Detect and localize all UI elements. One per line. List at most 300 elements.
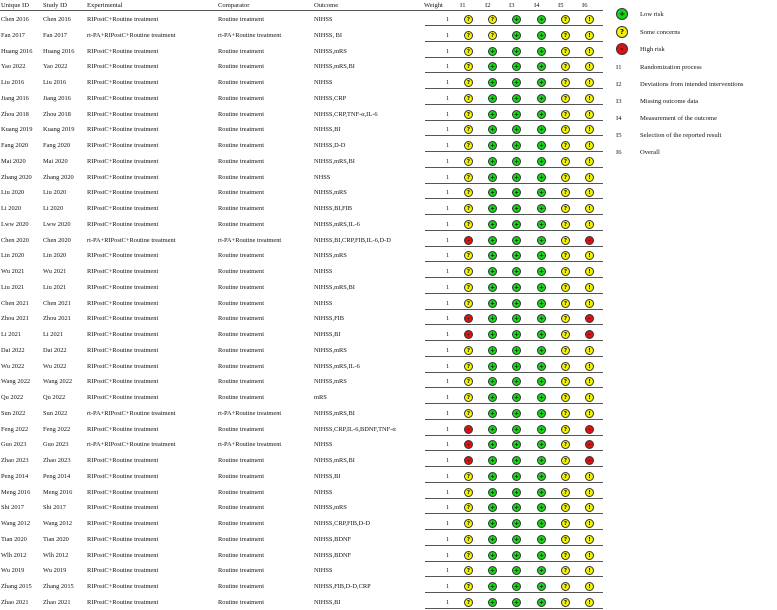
row-experimental: RIPostC+Routine treatment <box>87 551 159 559</box>
row-unique-id: Qu 2022 <box>1 394 24 401</box>
judgement-overall-some-icon: ! <box>585 566 594 575</box>
row-comparator: Routine treatment <box>218 535 264 543</box>
judgement-overall-some-icon: ! <box>585 204 594 213</box>
weight-rule <box>425 561 603 562</box>
row-comparator: Routine treatment <box>218 551 264 559</box>
judgement-some-icon: ? <box>464 551 473 560</box>
row-unique-id: Liu 2021 <box>1 283 25 291</box>
row-study-id: Fan 2017 <box>43 31 67 39</box>
judgement-low-icon: + <box>537 330 546 339</box>
judgement-low-icon: + <box>512 488 521 497</box>
row-comparator: Routine treatment <box>218 488 264 496</box>
row-outcome: NIHSS,mRS <box>314 346 347 354</box>
judgement-some-icon: ? <box>561 503 570 512</box>
judgement-some-icon: ? <box>464 141 473 150</box>
judgement-overall-some-icon: ! <box>585 47 594 56</box>
row-outcome: NIHSS,mRS,BI <box>314 409 355 417</box>
judgement-low-icon: + <box>512 220 521 229</box>
header-domain-i4: I4 <box>534 2 540 9</box>
weight-rule <box>425 277 603 278</box>
judgement-some-icon: ? <box>464 283 473 292</box>
row-outcome: NIHSS,BI <box>314 472 341 480</box>
judgement-low-icon: + <box>512 362 521 371</box>
row-study-id: Shi 2017 <box>43 504 66 512</box>
judgement-low-icon: + <box>488 299 497 308</box>
judgement-low-icon: + <box>488 62 497 71</box>
judgement-some-icon: ? <box>561 110 570 119</box>
judgement-some-icon: ? <box>561 346 570 355</box>
row-comparator: Routine treatment <box>218 283 264 291</box>
legend-code-i6: I6 <box>616 149 622 156</box>
judgement-high-icon: - <box>585 330 594 339</box>
weight-rule <box>425 104 603 105</box>
row-unique-id: Jiang 2016 <box>1 94 29 102</box>
header-domain-i3: I3 <box>509 2 515 9</box>
legend-label-i1: Randomization process <box>640 64 702 71</box>
judgement-low-icon: + <box>488 157 497 166</box>
weight-rule <box>425 545 603 546</box>
row-weight: 1 <box>446 425 450 433</box>
judgement-low-icon: + <box>512 251 521 260</box>
row-outcome: NIHSS <box>314 567 333 575</box>
judgement-some-icon: ? <box>561 141 570 150</box>
weight-rule <box>425 293 603 294</box>
judgement-low-icon: + <box>512 94 521 103</box>
weight-rule <box>425 513 603 514</box>
row-study-id: Zhou 2021 <box>43 315 71 323</box>
judgement-low-icon: + <box>537 188 546 197</box>
row-weight: 1 <box>446 31 450 39</box>
judgement-low-icon: + <box>512 535 521 544</box>
row-weight: 1 <box>446 457 450 464</box>
judgement-some-icon: ? <box>464 251 473 260</box>
row-unique-id: Meng 2016 <box>1 488 31 496</box>
row-study-id: Fang 2020 <box>43 142 71 149</box>
judgement-some-icon: ? <box>561 456 570 465</box>
judgement-low-icon: + <box>512 456 521 465</box>
judgement-overall-some-icon: ! <box>585 346 594 355</box>
judgement-overall-some-icon: ! <box>585 393 594 402</box>
row-outcome: NIHSS <box>314 79 333 86</box>
row-comparator: Routine treatment <box>218 598 264 606</box>
judgement-low-icon: + <box>488 456 497 465</box>
judgement-low-icon: + <box>512 551 521 560</box>
legend-label-i4: Measurement of the outcome <box>640 115 718 122</box>
header-study-id: Study ID <box>43 2 67 9</box>
judgement-some-icon: ? <box>464 110 473 119</box>
row-outcome: NIHSS,mRS,BI <box>314 157 355 165</box>
judgement-some-icon: ? <box>561 551 570 560</box>
row-outcome: NIHSS,FIB <box>314 315 345 323</box>
judgement-some-icon: ? <box>561 519 570 528</box>
judgement-high-icon: - <box>464 456 473 465</box>
judgement-overall-some-icon: ! <box>585 409 594 418</box>
judgement-low-icon: + <box>537 582 546 591</box>
row-weight: 1 <box>446 378 450 386</box>
row-weight: 1 <box>446 598 450 606</box>
row-weight: 1 <box>446 142 450 149</box>
weight-rule <box>425 450 603 451</box>
row-study-id: Li 2020 <box>43 205 64 212</box>
row-study-id: Wang 2022 <box>43 378 73 386</box>
weight-rule <box>425 387 603 388</box>
row-study-id: Kuang 2019 <box>43 126 75 134</box>
judgement-low-icon: + <box>488 519 497 528</box>
judgement-high-icon: - <box>464 236 473 245</box>
row-study-id: Chen 2021 <box>43 299 71 307</box>
legend-low-label: Low risk <box>640 11 664 18</box>
judgement-low-icon: + <box>537 551 546 560</box>
row-study-id: Wu 2019 <box>43 567 67 575</box>
judgement-low-icon: + <box>537 503 546 512</box>
judgement-some-icon: ? <box>561 598 570 607</box>
judgement-low-icon: + <box>512 236 521 245</box>
row-study-id: Chen 2016 <box>43 16 71 23</box>
judgement-low-icon: + <box>512 409 521 418</box>
judgement-low-icon: + <box>512 346 521 355</box>
weight-rule <box>425 466 603 467</box>
row-weight: 1 <box>446 16 450 23</box>
judgement-low-icon: + <box>512 582 521 591</box>
row-experimental: RIPostC+Routine treatment <box>87 16 159 23</box>
row-outcome: NIHSS,BDNF <box>314 551 352 559</box>
judgement-some-icon: ? <box>561 362 570 371</box>
weight-rule <box>425 41 603 42</box>
row-outcome: NHSS <box>314 173 331 181</box>
weight-rule <box>425 198 603 199</box>
judgement-low-icon: + <box>537 362 546 371</box>
row-comparator: Routine treatment <box>218 63 264 71</box>
row-study-id: Jiang 2016 <box>43 94 71 102</box>
legend-code-i1: I1 <box>616 64 622 71</box>
judgement-overall-some-icon: ! <box>585 488 594 497</box>
row-comparator: Routine treatment <box>218 583 264 590</box>
judgement-some-icon: ? <box>561 220 570 229</box>
row-study-id: Wu 2022 <box>43 362 67 370</box>
row-experimental: RIPostC+Routine treatment <box>87 583 159 590</box>
row-study-id: Tian 2020 <box>43 535 69 543</box>
row-study-id: Zhao 2021 <box>43 598 71 606</box>
row-comparator: Routine treatment <box>218 157 264 165</box>
row-outcome: NIHSS,BI <box>314 331 341 338</box>
judgement-high-icon: - <box>464 330 473 339</box>
row-weight: 1 <box>446 173 450 181</box>
row-weight: 1 <box>446 236 450 244</box>
judgement-some-icon: ? <box>561 236 570 245</box>
row-unique-id: Fan 2017 <box>1 31 25 39</box>
row-comparator: Routine treatment <box>218 567 264 575</box>
judgement-low-icon: + <box>537 283 546 292</box>
row-weight: 1 <box>446 283 450 291</box>
judgement-overall-some-icon: ! <box>585 157 594 166</box>
judgement-overall-some-icon: ! <box>585 62 594 71</box>
judgement-some-icon: ? <box>464 15 473 24</box>
weight-rule <box>425 135 603 136</box>
row-weight: 1 <box>446 110 450 118</box>
weight-rule <box>425 498 603 499</box>
judgement-low-icon: + <box>537 393 546 402</box>
judgement-some-icon: ? <box>464 299 473 308</box>
judgement-some-icon: ? <box>561 440 570 449</box>
row-comparator: Routine treatment <box>218 457 264 464</box>
judgement-some-icon: ? <box>464 519 473 528</box>
judgement-low-icon: + <box>512 188 521 197</box>
row-outcome: NIHSS,BI <box>314 598 341 606</box>
weight-rule <box>425 529 603 530</box>
judgement-overall-some-icon: ! <box>585 377 594 386</box>
judgement-high-icon: - <box>585 236 594 245</box>
row-weight: 1 <box>446 189 450 197</box>
row-unique-id: Kuang 2019 <box>1 126 33 134</box>
judgement-low-icon: + <box>537 377 546 386</box>
row-experimental: rt-PA+RIPostC+Routine treatment <box>87 441 176 449</box>
judgement-low-icon: + <box>512 173 521 182</box>
weight-rule <box>425 151 603 152</box>
row-outcome: NIHSS,mRS <box>314 47 347 55</box>
row-experimental: RIPostC+Routine treatment <box>87 142 159 149</box>
row-unique-id: Zhang 2020 <box>1 173 32 181</box>
row-study-id: Zhao 2023 <box>43 457 71 464</box>
judgement-some-icon: ? <box>561 582 570 591</box>
judgement-low-icon: + <box>488 47 497 56</box>
row-outcome: NIHSS <box>314 488 333 496</box>
judgement-low-icon: + <box>537 440 546 449</box>
judgement-overall-some-icon: ! <box>585 94 594 103</box>
legend-code-i3: I3 <box>616 98 622 105</box>
judgement-low-icon: + <box>488 503 497 512</box>
row-experimental: RIPostC+Routine treatment <box>87 189 159 197</box>
weight-rule <box>425 403 603 404</box>
judgement-overall-some-icon: ! <box>585 267 594 276</box>
judgement-some-icon: ? <box>561 188 570 197</box>
row-weight: 1 <box>446 551 450 559</box>
judgement-some-icon: ? <box>464 488 473 497</box>
judgement-low-icon: + <box>488 330 497 339</box>
judgement-low-icon: + <box>537 299 546 308</box>
header-domain-i2: I2 <box>485 2 491 9</box>
row-outcome: NIHSS,mRS,BI <box>314 283 355 291</box>
row-weight: 1 <box>446 63 450 71</box>
judgement-overall-some-icon: ! <box>585 251 594 260</box>
judgement-some-icon: ? <box>561 488 570 497</box>
judgement-low-icon: + <box>488 188 497 197</box>
row-weight: 1 <box>446 520 450 527</box>
judgement-high-icon: - <box>464 440 473 449</box>
row-unique-id: Wu 2022 <box>1 362 25 370</box>
weight-rule <box>425 340 603 341</box>
row-outcome: NIHSS,BI,FIB <box>314 205 352 212</box>
row-experimental: RIPostC+Routine treatment <box>87 457 159 464</box>
row-experimental: RIPostC+Routine treatment <box>87 79 159 86</box>
weight-rule <box>425 576 603 577</box>
row-unique-id: Tian 2020 <box>1 535 27 543</box>
judgement-low-icon: + <box>512 157 521 166</box>
row-experimental: RIPostC+Routine treatment <box>87 63 159 71</box>
judgement-low-icon: + <box>537 157 546 166</box>
row-unique-id: Lin 2020 <box>1 252 25 260</box>
judgement-low-icon: + <box>537 598 546 607</box>
row-experimental: RIPostC+Routine treatment <box>87 173 159 181</box>
judgement-low-icon: + <box>512 204 521 213</box>
row-unique-id: Liu 2016 <box>1 79 25 86</box>
judgement-low-icon: + <box>488 362 497 371</box>
row-study-id: Wu 2021 <box>43 268 67 275</box>
row-weight: 1 <box>446 583 450 590</box>
row-comparator: Routine treatment <box>218 110 264 118</box>
judgement-low-icon: + <box>537 15 546 24</box>
judgement-low-icon: + <box>512 78 521 87</box>
row-outcome: NIHSS, BI <box>314 31 343 39</box>
judgement-some-icon: ? <box>464 94 473 103</box>
judgement-overall-some-icon: ! <box>585 283 594 292</box>
judgement-high-icon: - <box>585 425 594 434</box>
row-weight: 1 <box>446 47 450 55</box>
judgement-overall-some-icon: ! <box>585 188 594 197</box>
row-comparator: Routine treatment <box>218 126 264 134</box>
weight-rule <box>425 88 603 89</box>
row-experimental: RIPostC+Routine treatment <box>87 425 159 433</box>
row-unique-id: Zhao 2023 <box>1 457 29 464</box>
row-weight: 1 <box>446 472 450 480</box>
judgement-some-icon: ? <box>561 157 570 166</box>
judgement-some-icon: ? <box>561 409 570 418</box>
judgement-some-icon: ? <box>561 47 570 56</box>
judgement-some-icon: ? <box>464 204 473 213</box>
judgement-low-icon: + <box>537 204 546 213</box>
row-weight: 1 <box>446 535 450 543</box>
weight-rule <box>425 372 603 373</box>
row-study-id: Lww 2020 <box>43 220 71 228</box>
row-experimental: RIPostC+Routine treatment <box>87 394 159 401</box>
row-comparator: Routine treatment <box>218 189 264 197</box>
row-unique-id: Feng 2022 <box>1 425 29 433</box>
row-comparator: Routine treatment <box>218 205 264 212</box>
row-study-id: Guo 2023 <box>43 441 69 449</box>
row-weight: 1 <box>446 394 450 401</box>
judgement-some-icon: ? <box>561 299 570 308</box>
judgement-low-icon: + <box>537 251 546 260</box>
row-study-id: Liu 2021 <box>43 283 67 291</box>
judgement-some-icon: ? <box>561 425 570 434</box>
judgement-low-icon: + <box>512 472 521 481</box>
row-outcome: NIHSS,mRS,BI <box>314 457 355 464</box>
weight-rule <box>425 183 603 184</box>
row-study-id: Liu 2016 <box>43 79 67 86</box>
row-comparator: Routine treatment <box>218 142 264 149</box>
weight-rule <box>425 120 603 121</box>
row-outcome: NIHSS,CRP <box>314 94 347 102</box>
row-unique-id: Sun 2022 <box>1 409 26 417</box>
weight-rule <box>425 261 603 262</box>
row-unique-id: Wang 2022 <box>1 378 31 386</box>
row-study-id: Feng 2022 <box>43 425 71 433</box>
row-unique-id: Zhang 2015 <box>1 583 32 590</box>
judgement-some-icon: ? <box>464 472 473 481</box>
row-unique-id: Fang 2020 <box>1 142 29 149</box>
judgement-low-icon: + <box>512 393 521 402</box>
judgement-low-icon: + <box>512 503 521 512</box>
judgement-low-icon: + <box>488 125 497 134</box>
judgement-low-icon: + <box>512 425 521 434</box>
judgement-low-icon: + <box>488 377 497 386</box>
weight-rule <box>425 324 603 325</box>
header-domain-i1: I1 <box>460 2 466 9</box>
judgement-low-icon: + <box>512 141 521 150</box>
judgement-low-icon: + <box>488 267 497 276</box>
judgement-low-icon: + <box>537 535 546 544</box>
judgement-some-icon: ? <box>561 94 570 103</box>
judgement-low-icon: + <box>488 204 497 213</box>
row-weight: 1 <box>446 441 450 449</box>
row-experimental: RIPostC+Routine treatment <box>87 315 159 323</box>
judgement-low-icon: + <box>512 15 521 24</box>
row-outcome: NIHSS <box>314 441 333 449</box>
row-study-id: Zhang 2015 <box>43 583 74 590</box>
judgement-some-icon: ? <box>464 47 473 56</box>
row-experimental: RIPostC+Routine treatment <box>87 331 159 338</box>
judgement-low-icon: + <box>488 94 497 103</box>
judgement-overall-some-icon: ! <box>585 110 594 119</box>
row-comparator: Routine treatment <box>218 268 264 275</box>
judgement-low-icon: + <box>512 566 521 575</box>
judgement-low-icon: + <box>488 236 497 245</box>
judgement-low-icon: + <box>512 377 521 386</box>
row-outcome: NIHSS,CRP,IL-6,BDNF,TNF-α <box>314 425 396 433</box>
judgement-overall-some-icon: ! <box>585 582 594 591</box>
row-outcome: NIHSS,D-D <box>314 142 346 149</box>
row-comparator: rt-PA+Routine treatment <box>218 31 282 39</box>
row-comparator: Routine treatment <box>218 16 264 23</box>
judgement-low-icon: + <box>537 566 546 575</box>
judgement-low-icon: + <box>488 598 497 607</box>
judgement-some-icon: ? <box>488 31 497 40</box>
judgement-low-icon: + <box>537 94 546 103</box>
judgement-overall-some-icon: ! <box>585 220 594 229</box>
row-unique-id: Mai 2020 <box>1 157 26 165</box>
judgement-some-icon: ? <box>464 220 473 229</box>
judgement-some-icon: ? <box>561 535 570 544</box>
judgement-low-icon: + <box>537 47 546 56</box>
row-comparator: Routine treatment <box>218 346 264 354</box>
row-experimental: RIPostC+Routine treatment <box>87 268 159 275</box>
row-weight: 1 <box>446 299 450 307</box>
legend-some-icon: ? <box>616 26 628 38</box>
row-unique-id: Chen 2016 <box>1 16 29 23</box>
weight-rule <box>425 214 603 215</box>
header-experimental: Experimental <box>87 2 123 9</box>
judgement-low-icon: + <box>537 488 546 497</box>
judgement-low-icon: + <box>488 393 497 402</box>
row-unique-id: Li 2021 <box>1 331 22 338</box>
judgement-overall-some-icon: ! <box>585 362 594 371</box>
judgement-some-icon: ? <box>464 173 473 182</box>
judgement-low-icon: + <box>512 299 521 308</box>
row-outcome: NIHSS <box>314 299 333 307</box>
judgement-low-icon: + <box>488 78 497 87</box>
weight-rule <box>425 25 603 26</box>
row-unique-id: Dai 2022 <box>1 346 25 354</box>
row-experimental: RIPostC+Routine treatment <box>87 535 159 543</box>
judgement-some-icon: ? <box>464 62 473 71</box>
judgement-some-icon: ? <box>561 78 570 87</box>
judgement-some-icon: ? <box>464 346 473 355</box>
judgement-low-icon: + <box>537 519 546 528</box>
judgement-overall-some-icon: ! <box>585 503 594 512</box>
judgement-low-icon: + <box>537 409 546 418</box>
row-comparator: Routine treatment <box>218 331 264 338</box>
judgement-low-icon: + <box>537 220 546 229</box>
row-comparator: Routine treatment <box>218 220 264 228</box>
